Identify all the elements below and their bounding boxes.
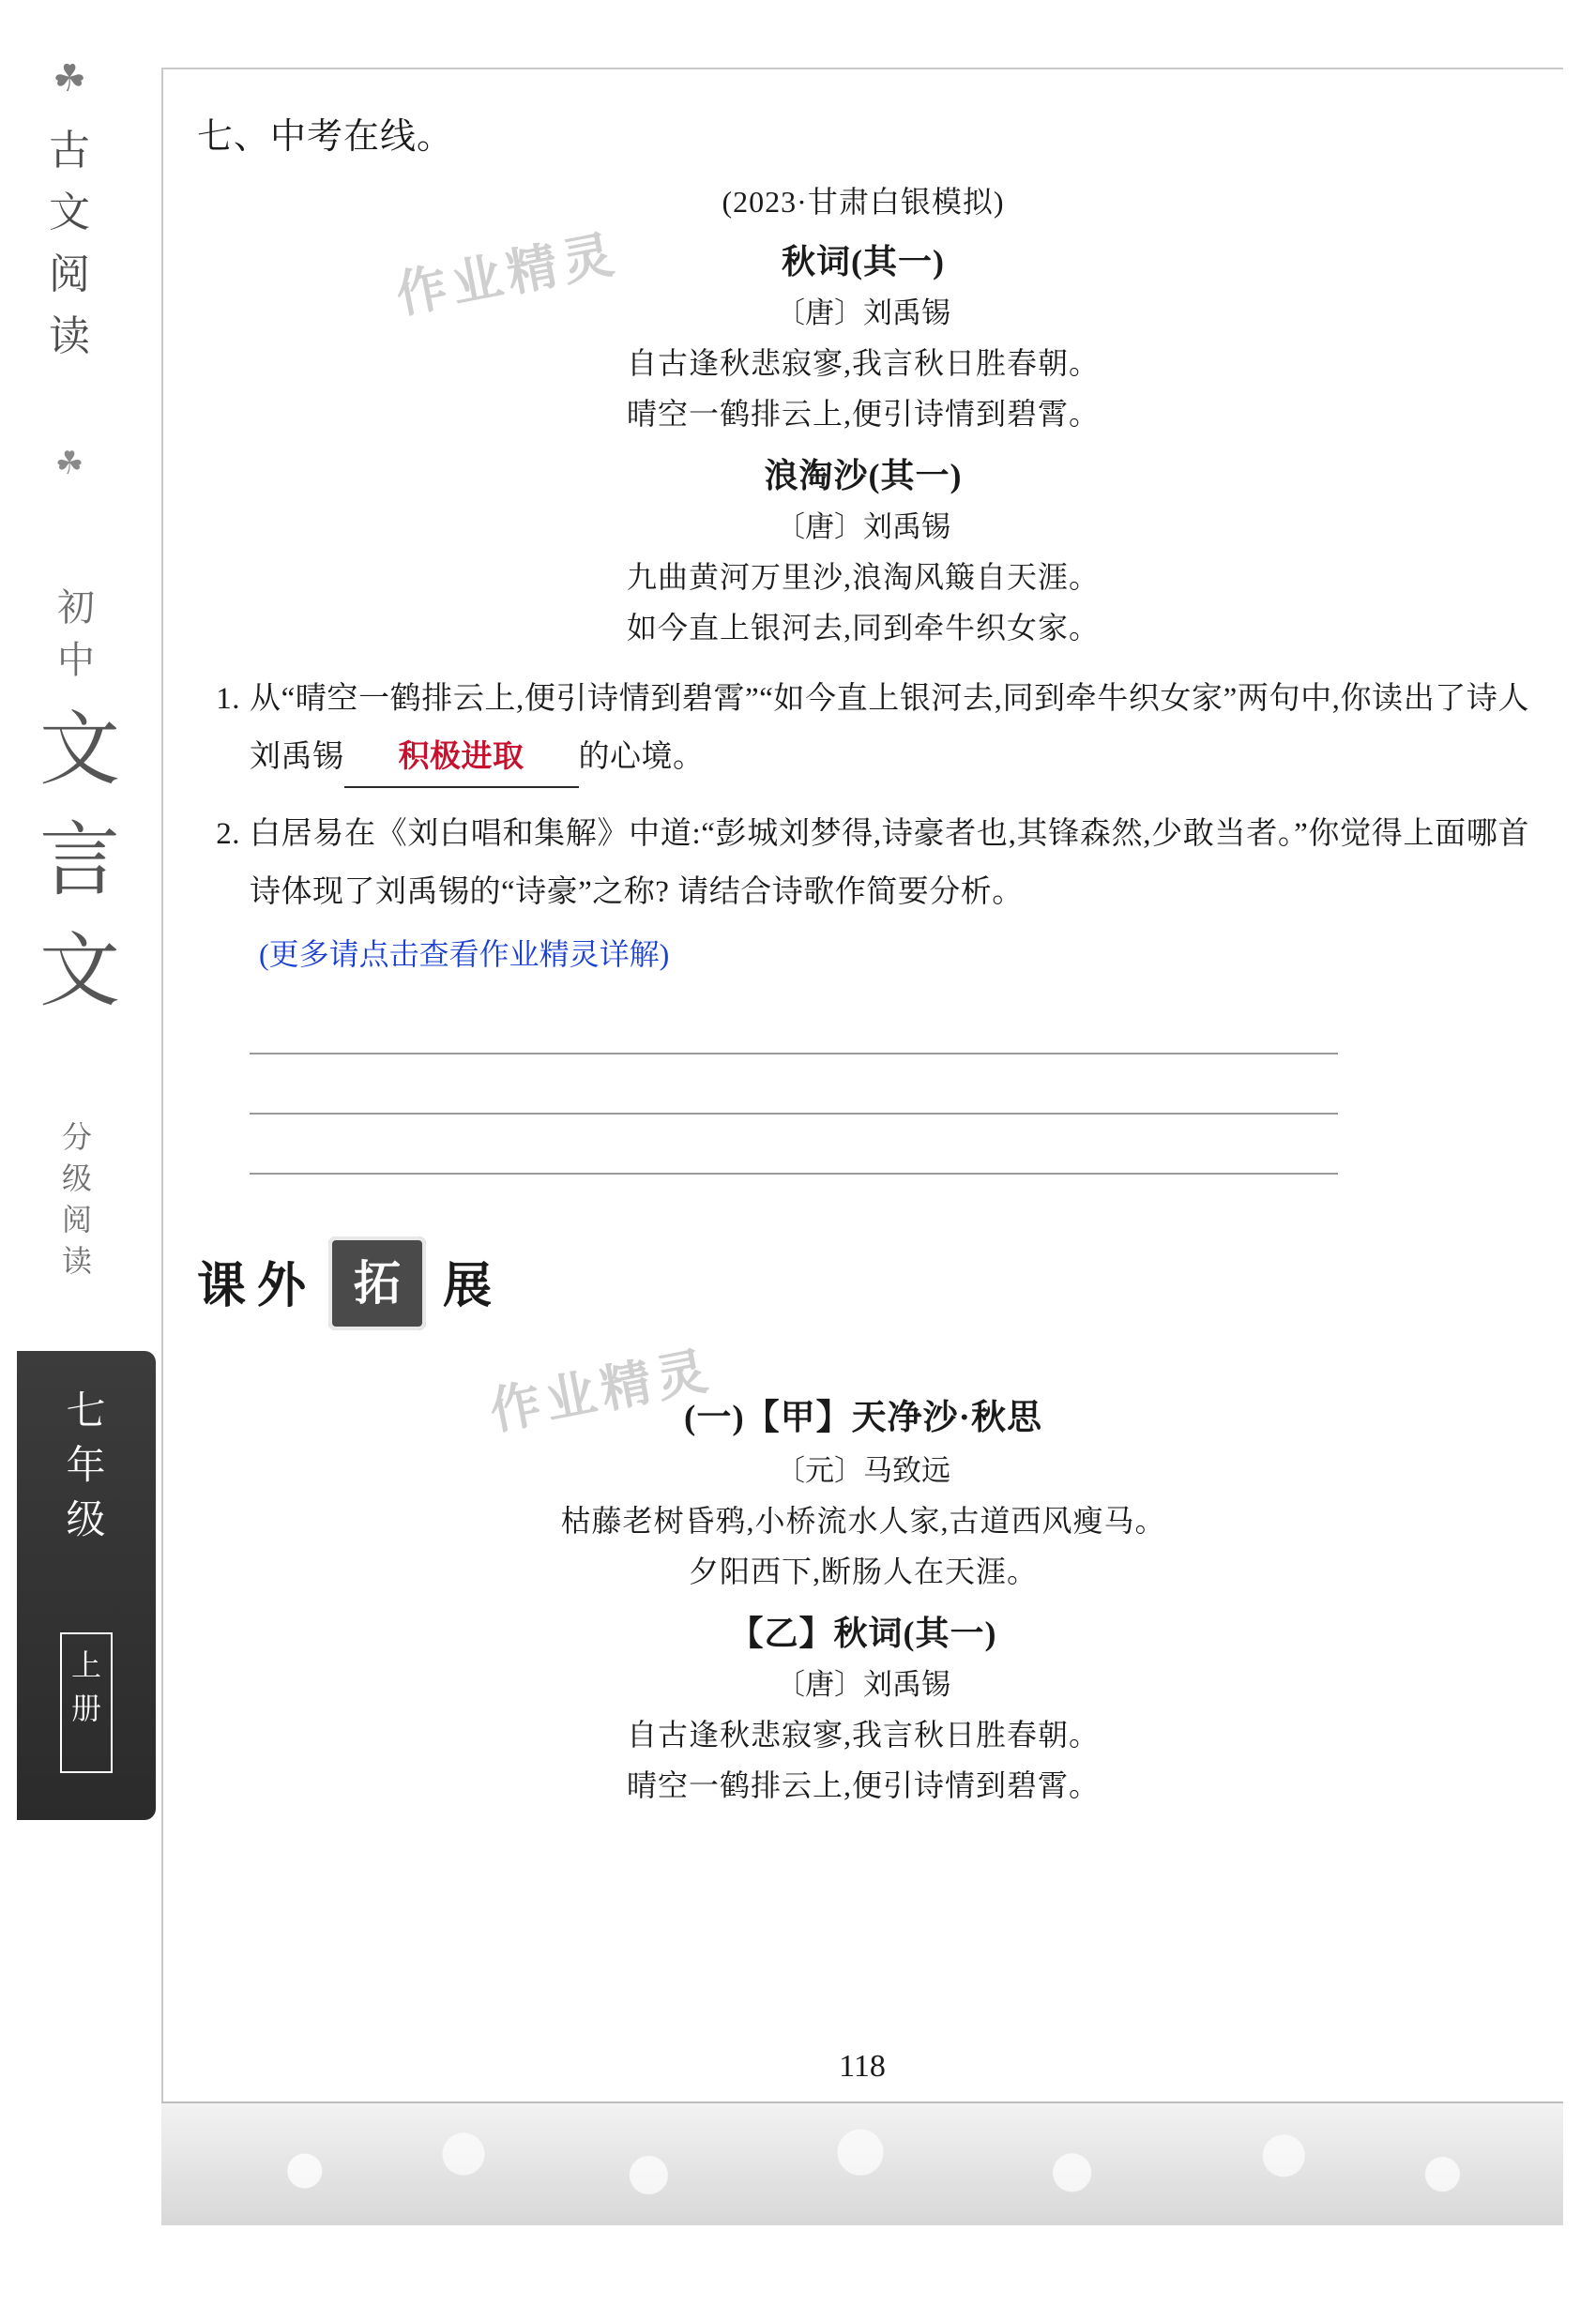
extension-heading-char-1: 课 (197, 1260, 249, 1313)
extension-badge: 拓 (328, 1236, 426, 1330)
question-2 (197, 805, 1529, 921)
extension-heading-char-3: 展 (443, 1260, 494, 1313)
question-number: 2. (216, 817, 240, 851)
poem-line: 晴空一鹤排云上,便引诗情到碧霄。 (626, 397, 1100, 431)
spine-level-label: 分级阅读 (61, 1120, 92, 1278)
answer-blank[interactable]: 积极进取 (344, 728, 579, 788)
watermark-bottom: 作业精灵 (485, 1342, 718, 1441)
poem-author-3: 〔元〕马致远 (776, 1454, 950, 1487)
extension-heading-char-2: 外 (257, 1260, 309, 1313)
question-text: 白居易在《刘白唱和集解》中道:“彭城刘梦得,诗豪者也,其锋森然,少敢当者。”你觉得上面哪首诗体现了刘禹锡的“诗豪”之称? 请结合诗歌作简要分析。 (250, 817, 1529, 909)
question-text: 从“晴空一鹤排云上,便引诗情到碧霄”“如今直上银河去,同到牵牛织女家”两句中,你读出了诗人刘禹锡 (250, 682, 1529, 774)
spine-subtitle: 初中 (57, 586, 95, 681)
poem-line: 自古逢秋悲寂寥,我言秋日胜春朝。 (626, 1718, 1100, 1752)
exam-source: (2023·甘肃白银模拟) (722, 185, 1005, 219)
top-rule (161, 68, 1563, 69)
answer-line[interactable] (250, 994, 1338, 1054)
spine-main-title: 文言文 (39, 703, 120, 1018)
spine-rule (161, 68, 163, 2160)
answer-lines[interactable] (250, 994, 1338, 1175)
poem-line: 如今直上银河去,同到牵牛织女家。 (626, 611, 1100, 645)
poem-title-4: 【乙】秋词(其一) (729, 1615, 997, 1652)
detail-link[interactable]: (更多请点击查看作业精灵详解) (259, 937, 670, 971)
watermark-top: 作业精灵 (391, 225, 624, 325)
grade-tab (17, 1351, 156, 1820)
volume-label: 上册 (60, 1632, 113, 1773)
poem-line: 夕阳西下,断肠人在天涯。 (688, 1555, 1038, 1588)
poem-title-1: 秋词(其一) (782, 243, 945, 281)
poem-author-4: 〔唐〕刘禹锡 (776, 1668, 950, 1701)
grade-label: 七年级 (66, 1390, 107, 1542)
extension-heading (197, 1236, 1529, 1330)
poem-line: 自古逢秋悲寂寥,我言秋日胜春朝。 (626, 346, 1100, 380)
question-number: 1. (216, 682, 240, 716)
extension-group-title: (一)【甲】天净沙·秋思 (684, 1399, 1042, 1437)
poem-title-2: 浪淘沙(其一) (764, 457, 963, 494)
page-content (197, 113, 1529, 1811)
poem-author-1: 〔唐〕刘禹锡 (776, 296, 950, 329)
poem-author-2: 〔唐〕刘禹锡 (776, 510, 950, 543)
section-heading: 七、中考在线。 (197, 117, 454, 157)
footer-ornament-icon (199, 2120, 1522, 2205)
spine-series-title: 古文阅读 (49, 127, 92, 360)
question-text-tail: 的心境。 (578, 740, 705, 774)
question-1 (197, 670, 1529, 788)
page-footer (161, 2049, 1563, 2225)
poem-line: 晴空一鹤排云上,便引诗情到碧霄。 (626, 1768, 1100, 1802)
answer-line[interactable] (250, 1115, 1338, 1175)
page-number: 118 (839, 2049, 886, 2084)
cloud-ornament-icon: ☘ (53, 57, 86, 99)
poem-line: 枯藤老树昏鸦,小桥流水人家,古道西风瘦马。 (560, 1504, 1166, 1538)
answer-line[interactable] (250, 1054, 1338, 1115)
poem-line: 九曲黄河万里沙,浪淘风簸自天涯。 (626, 560, 1100, 594)
cloud-ornament-icon-2: ☘ (54, 447, 84, 481)
